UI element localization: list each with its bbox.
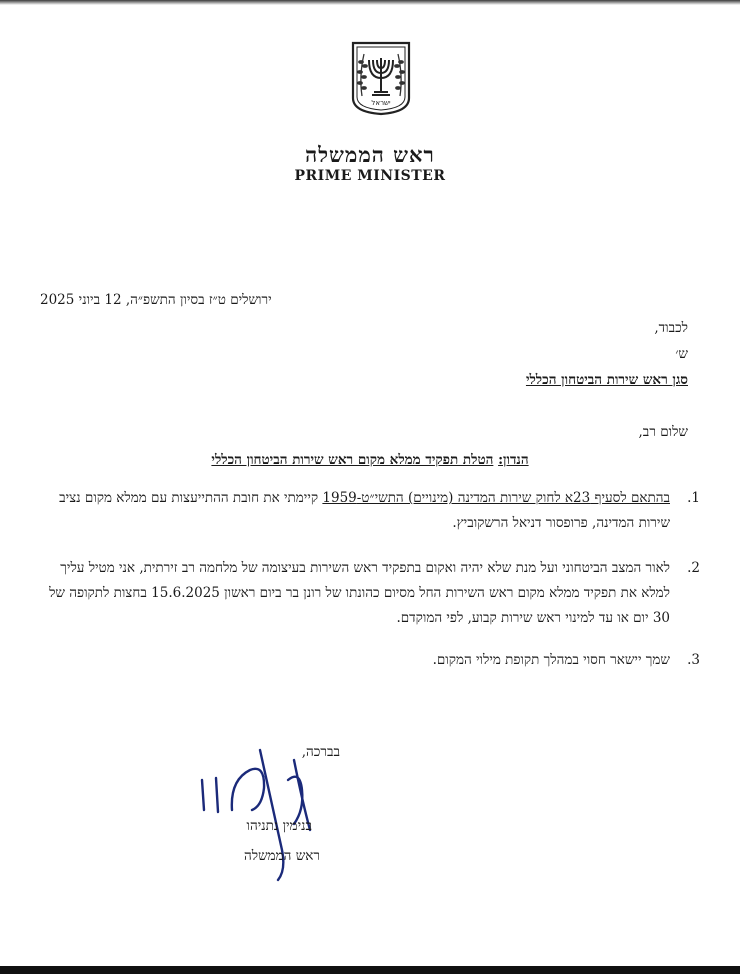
office-title-english: PRIME MINISTER [294,168,446,184]
list-item [30,648,700,673]
subject-label: הנדון: [498,452,529,468]
state-emblem-icon [350,40,412,116]
item-text: קיימתי את חובת ההתייעצות עם ממלא מקום נציב שירות המדינה, פרופסור דניאל הרשקוביץ. [59,490,670,531]
addressee-honor: לכבוד, [654,320,688,336]
closing: בברכה, [301,744,340,760]
item-text: שמך יישאר חסוי במהלך תקופת מילוי המקום. [432,652,670,668]
item-number: 1. [687,490,700,506]
addressee-mr: ש׳ [675,346,688,362]
subject-line [0,452,740,468]
svg-text:ישראל: ישראל [371,99,391,107]
office-title-hebrew: ראש הממשלה [305,142,435,167]
handwritten-signature [190,740,330,890]
date-line [40,292,692,308]
item-body [30,486,670,536]
addressee-recipient: סגן ראש שירות הביטחון הכללי [525,372,688,388]
gregorian-date: 12 ביוני 2025 [40,292,122,308]
page-top-shadow [0,0,740,5]
list-item [30,486,700,536]
signer-title: ראש הממשלה [244,848,320,864]
law-reference: בהתאם לסעיף 23א לחוק שירות המדינה (מינויים) התשי״ט-1959 [322,490,670,506]
page-bottom-bar [0,966,740,974]
item-number: 3. [687,652,700,668]
greeting: שלום רב, [638,424,688,440]
signer-name: בנימין נתניהו [246,818,312,834]
subject-text: הטלת תפקיד ממלא מקום ראש שירות הביטחון הכללי [211,452,494,468]
hebrew-date: ירושלים ט״ז בסיון התשפ״ה, [125,292,272,308]
item-text: לאור המצב הביטחוני ועל מנת שלא יהיה ואקום בתפקיד ראש השירות בעיצומה של מלחמה רב זירתית, אני מטיל עליך למלא את תפקיד ממלא מקום ראש השירות החל מסיום כהונתו של רונן בר ביום ראשון 15.6.2025 בחצות לתקופה של 30 יום או עד למינוי ראש שירות קבוע, לפי המוקדם. [49,560,670,626]
list-item [30,556,700,631]
item-number: 2. [687,560,700,576]
